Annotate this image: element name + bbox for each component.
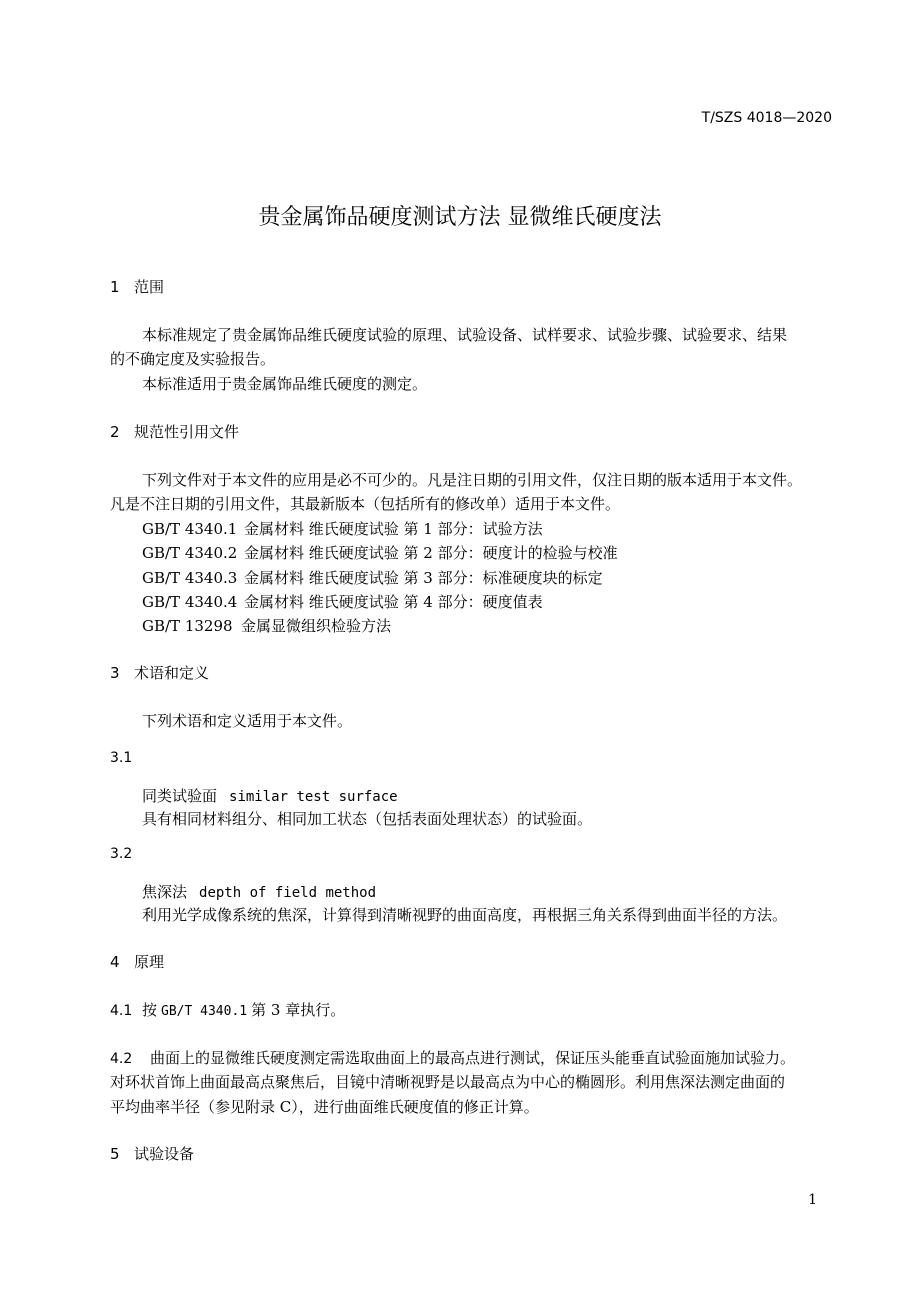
reference-item [142, 518, 543, 539]
clause-text: 按 [142, 1001, 158, 1019]
clause-text: 曲面上的显微维氏硬度测定需选取曲面上的最高点进行测试，保证压头能垂直试验面施加试验力。 [150, 1049, 796, 1067]
term-definition: 利用光学成像系统的焦深，计算得到清晰视野的曲面高度，再根据三角关系得到曲面半径的方法。 [142, 906, 788, 924]
section-number: 4 [110, 953, 120, 971]
reference-code: GB/T 4340.4 [142, 593, 238, 611]
standard-number: T/SZS 4018—2020 [701, 110, 832, 126]
clause-reference: GB/T 4340.1 [161, 1004, 248, 1019]
paragraph-line: 本标准规定了贵金属饰品维氏硬度试验的原理、试验设备、试样要求、试验步骤、试验要求、结果 [142, 326, 788, 344]
section-title: 规范性引用文件 [134, 423, 240, 441]
reference-code: GB/T 4340.3 [142, 569, 238, 587]
term-en: similar test surface [229, 789, 398, 805]
section-title: 术语和定义 [134, 664, 210, 682]
section-title: 原理 [134, 953, 165, 971]
paragraph-line: 的不确定度及实验报告。 [110, 350, 276, 368]
paragraph-line: 下列文件对于本文件的应用是必不可少的。凡是注日期的引用文件，仅注日期的版本适用于本文件。 [142, 471, 803, 489]
paragraph: 下列术语和定义适用于本文件。 [142, 712, 353, 730]
reference-code: GB/T 4340.1 [142, 520, 238, 538]
clause-number: 4.2 [110, 1051, 133, 1067]
reference-title: 金属材料 维氏硬度试验 第 3 部分：标准硬度块的标定 [244, 569, 603, 587]
reference-code: GB/T 4340.2 [142, 544, 238, 562]
term-cn: 同类试验面 [142, 787, 218, 805]
section-1-heading [110, 276, 164, 297]
reference-item [142, 542, 618, 563]
section-5-heading [110, 1143, 194, 1164]
reference-title: 金属显微组织检验方法 [241, 617, 392, 635]
clause-4-1 [110, 999, 345, 1020]
paragraph-line: 凡是不注日期的引用文件，其最新版本（包括所有的修改单）适用于本文件。 [110, 495, 621, 513]
paragraph-line: 对环状首饰上曲面最高点聚焦后，目镜中清晰视野是以最高点为中心的椭圆形。利用焦深法测定曲面的 [110, 1073, 786, 1091]
reference-code: GB/T 13298 [142, 617, 233, 635]
document-title: 贵金属饰品硬度测试方法 显微维氏硬度法 [258, 205, 662, 230]
section-4-heading [110, 951, 164, 972]
clause-text: 第 3 章执行。 [251, 1001, 346, 1019]
term-entry [142, 785, 398, 806]
reference-title: 金属材料 维氏硬度试验 第 1 部分：试验方法 [244, 520, 543, 538]
reference-title: 金属材料 维氏硬度试验 第 2 部分：硬度计的检验与校准 [244, 544, 618, 562]
reference-item [142, 615, 391, 636]
section-3-heading [110, 662, 209, 683]
section-number: 2 [110, 423, 120, 441]
term-definition: 具有相同材料组分、相同加工状态（包括表面处理状态）的试验面。 [142, 810, 593, 828]
term-en: depth of field method [199, 885, 377, 901]
section-number: 5 [110, 1145, 120, 1163]
paragraph: 本标准适用于贵金属饰品维氏硬度的测定。 [142, 375, 428, 393]
term-number: 3.2 [110, 846, 133, 862]
term-entry [142, 881, 376, 902]
section-number: 1 [110, 278, 120, 296]
term-cn: 焦深法 [142, 883, 188, 901]
reference-item [142, 567, 603, 588]
term-number: 3.1 [110, 750, 133, 766]
section-title: 范围 [134, 278, 165, 296]
section-number: 3 [110, 664, 120, 682]
section-2-heading [110, 421, 239, 442]
reference-item [142, 591, 543, 612]
clause-number: 4.1 [110, 1003, 133, 1019]
section-title: 试验设备 [134, 1145, 195, 1163]
reference-title: 金属材料 维氏硬度试验 第 4 部分：硬度值表 [244, 593, 543, 611]
paragraph-line: 平均曲率半径（参见附录 C），进行曲面维氏硬度值的修正计算。 [110, 1098, 539, 1116]
clause-4-2-line [110, 1047, 795, 1068]
page-number: 1 [808, 1192, 817, 1208]
